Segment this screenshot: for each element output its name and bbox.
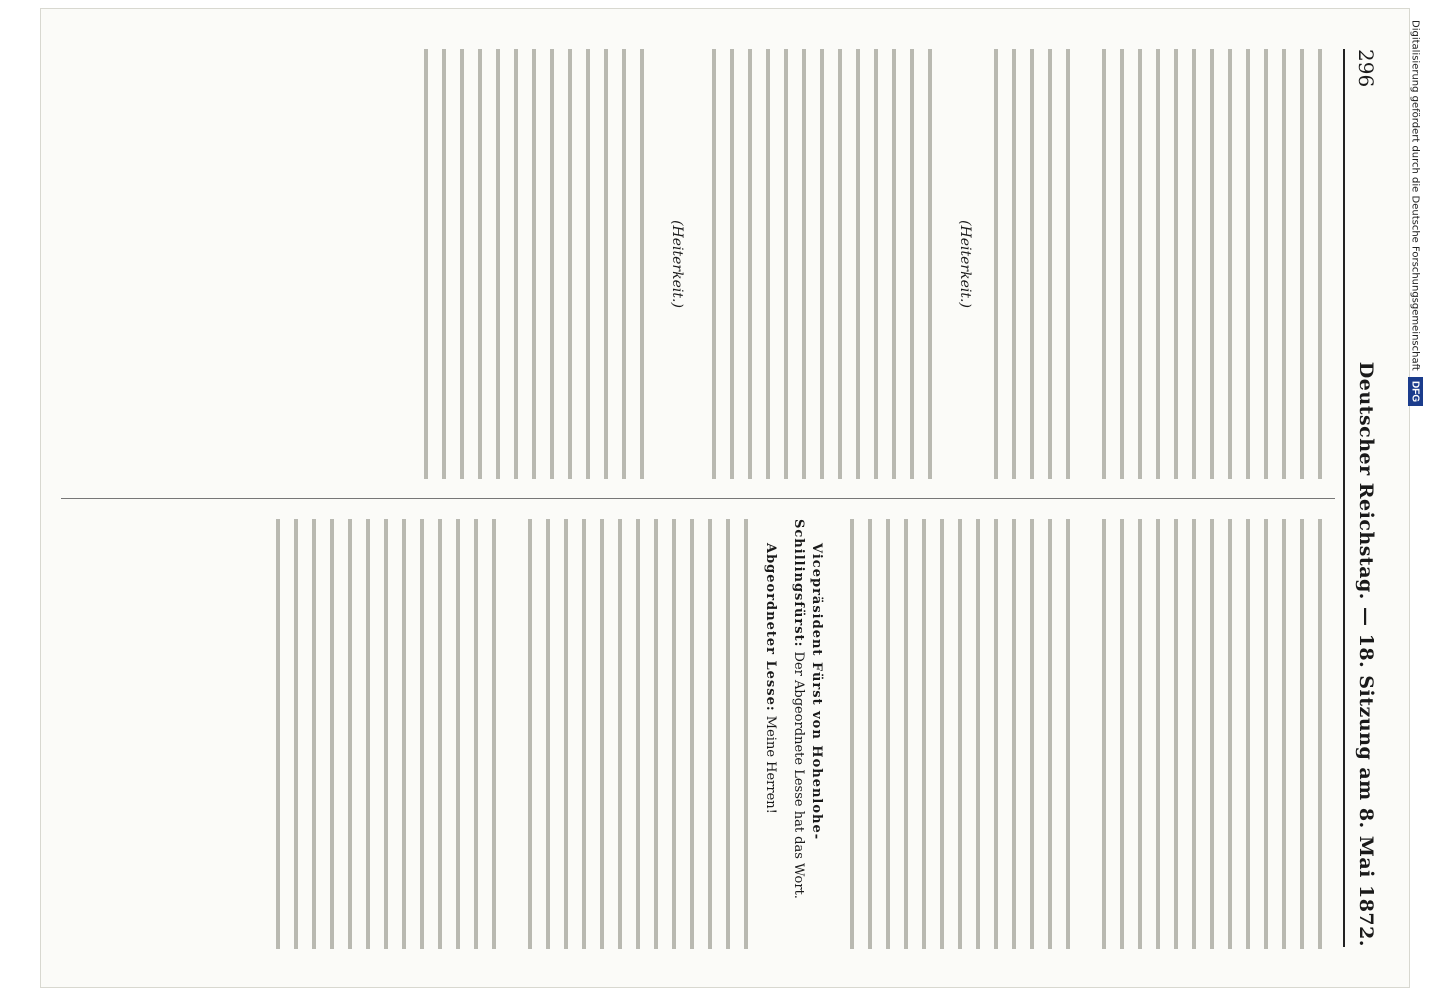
- credit-text: Digitalisierung gefördert durch die Deutsche Forschungsgemeinschaft: [1409, 20, 1421, 371]
- page-title: Deutscher Reichstag. — 18. Sitzung am 8. Mai 1872.: [1355, 361, 1377, 947]
- text-block: [411, 49, 651, 479]
- text-block: [1089, 49, 1329, 479]
- speaker-text: Meine Herren!: [763, 715, 778, 814]
- right-column: [65, 519, 1329, 949]
- speaker-name: Vicepräsident Fürst von Hohenlohe-Schillingsfürst:: [791, 519, 824, 841]
- stage-direction: (Heiterkeit.): [957, 220, 973, 308]
- header-rule: [1343, 49, 1345, 947]
- text-block: [263, 519, 503, 949]
- column-separator: [61, 498, 1335, 499]
- left-column: [65, 49, 1329, 479]
- page-header: [1351, 49, 1381, 947]
- page-number: 296: [1354, 49, 1378, 88]
- speaker-line: [789, 519, 825, 949]
- text-block: [699, 49, 939, 479]
- text-block: [515, 519, 755, 949]
- speaker-line: [761, 519, 779, 949]
- speaker-text: Der Abgeordnete Lesse hat das Wort.: [791, 651, 806, 899]
- scanned-page: [40, 8, 1410, 988]
- text-block: [1089, 519, 1329, 949]
- dfg-logo: DFG: [1408, 377, 1423, 406]
- stage-direction: (Heiterkeit.): [669, 220, 685, 308]
- text-block: [837, 519, 1077, 949]
- speaker-name: Abgeordneter Lesse:: [763, 543, 778, 712]
- text-block: [987, 49, 1077, 479]
- digitization-credit: [1404, 20, 1426, 980]
